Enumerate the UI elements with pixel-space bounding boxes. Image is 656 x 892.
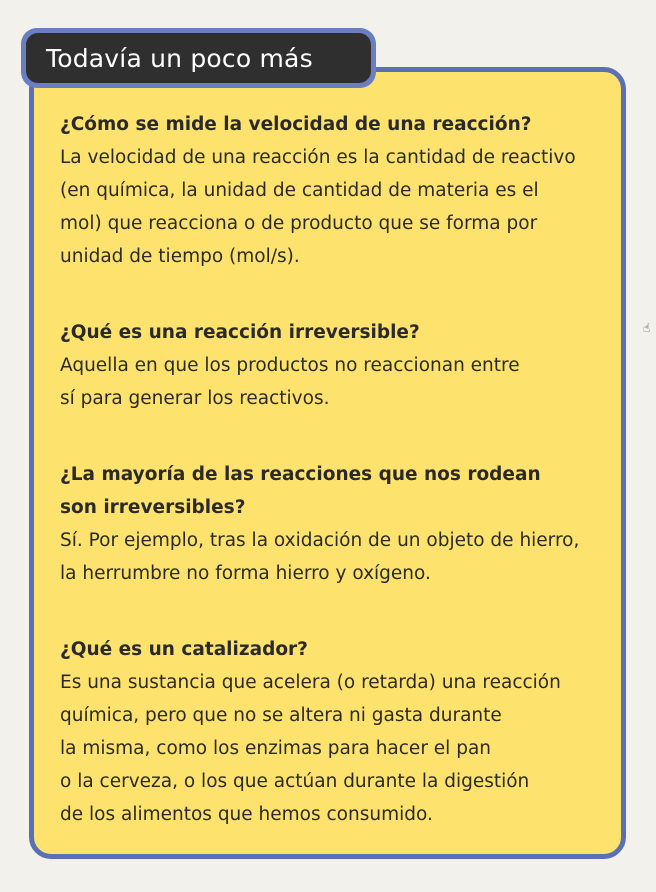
answer-line: mol) que reacciona o de producto que se forma por: [60, 213, 538, 234]
qa-item-catalyst: [60, 633, 620, 831]
question: [60, 458, 620, 524]
question-line: son irreversibles?: [60, 497, 246, 518]
question: [60, 633, 620, 666]
qa-item-velocity: [60, 108, 620, 273]
hand-cursor-icon: ☝: [643, 321, 651, 335]
answer: [60, 524, 620, 590]
answer: [60, 666, 620, 831]
answer-line: química, pero que no se altera ni gasta durante: [60, 705, 502, 726]
question-line: ¿Qué es un catalizador?: [60, 639, 308, 660]
answer-line: sí para generar los reactivos.: [60, 388, 330, 409]
answer-line: unidad de tiempo (mol/s).: [60, 246, 300, 267]
answer-line: o la cerveza, o los que actúan durante la digestión: [60, 771, 530, 792]
question-line: ¿La mayoría de las reacciones que nos rodean: [60, 464, 541, 485]
qa-item-majority: [60, 458, 620, 590]
qa-content: [60, 108, 620, 831]
answer-line: La velocidad de una reacción es la cantidad de reactivo: [60, 147, 576, 168]
question: [60, 316, 620, 349]
card-title: Todavía un poco más: [46, 43, 313, 73]
answer-line: Sí. Por ejemplo, tras la oxidación de un objeto de hierro,: [60, 530, 580, 551]
answer: [60, 141, 620, 273]
answer-line: (en química, la unidad de cantidad de materia es el: [60, 180, 539, 201]
answer-line: Es una sustancia que acelera (o retarda) una reacción: [60, 672, 561, 693]
answer-line: de los alimentos que hemos consumido.: [60, 804, 433, 825]
question-line: ¿Qué es una reacción irreversible?: [60, 322, 420, 343]
qa-item-irreversible: [60, 316, 620, 415]
title-tab-inner: [26, 33, 371, 83]
answer: [60, 349, 620, 415]
answer-line: la herrumbre no forma hierro y oxígeno.: [60, 563, 431, 584]
question-line: ¿Cómo se mide la velocidad de una reacción?: [60, 114, 532, 135]
answer-line: Aquella en que los productos no reaccionan entre: [60, 355, 520, 376]
title-tab: [21, 28, 376, 88]
answer-line: la misma, como los enzimas para hacer el pan: [60, 738, 492, 759]
question: [60, 108, 620, 141]
